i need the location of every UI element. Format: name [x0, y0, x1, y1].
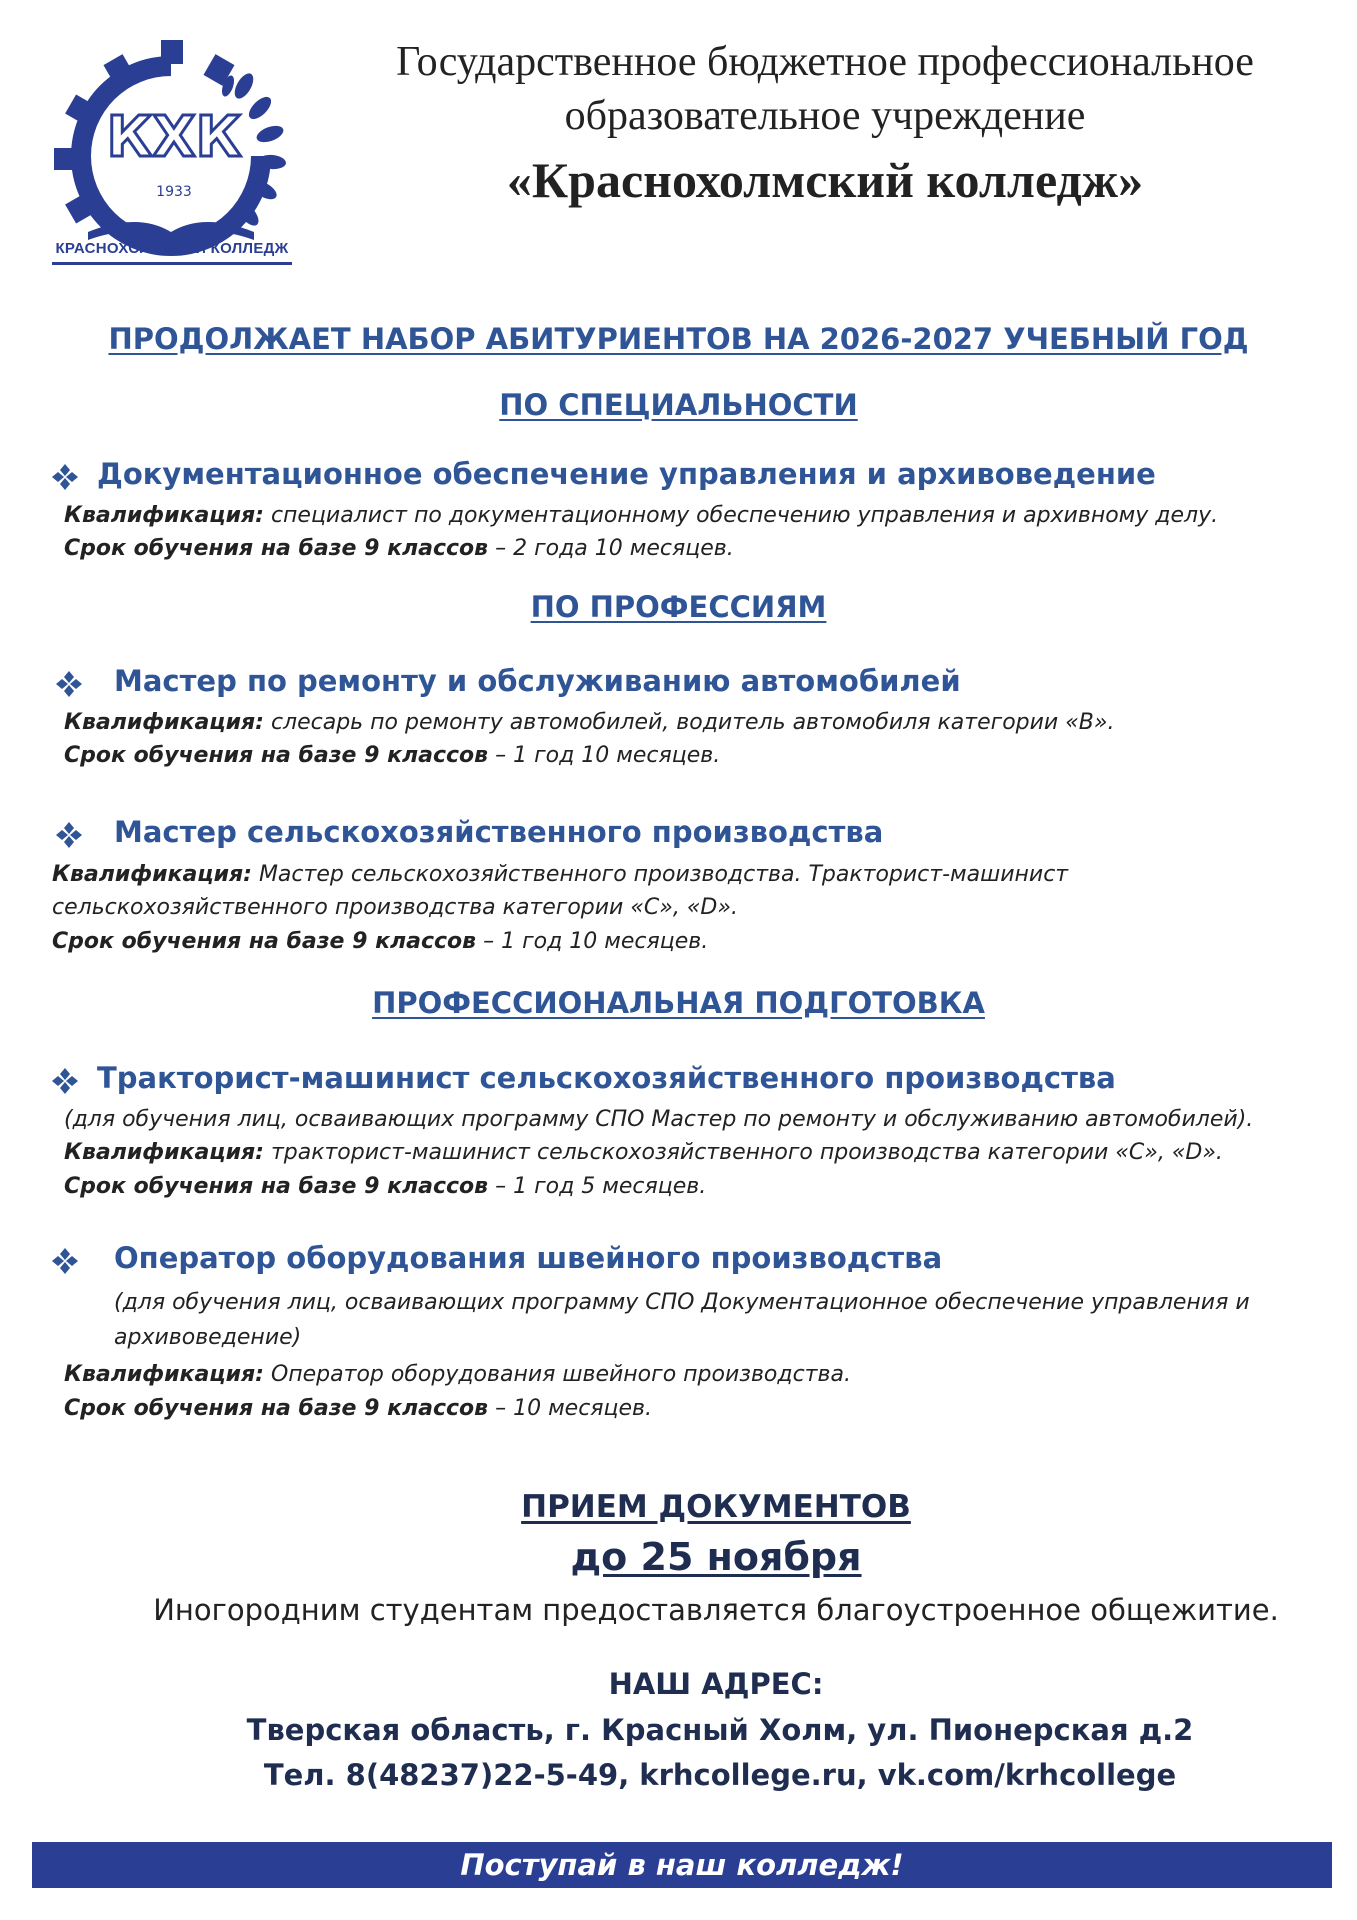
college-logo — [48, 36, 294, 268]
logo-year: 1933 — [156, 184, 192, 200]
admission-headline: ПРОДОЛЖАЕТ НАБОР АБИТУРИЕНТОВ НА 2026-2027 УЧЕБНЫЙ ГОД — [108, 322, 1249, 356]
admission-deadline: до 25 ноября — [570, 1535, 862, 1579]
admission-heading: ПРИЕМ ДОКУМЕНТОВ — [521, 1489, 911, 1525]
section-professions: ПО ПРОФЕССИЯМ — [530, 590, 827, 624]
contacts-line: Тел. 8(48237)22-5-49, krhcollege.ru, vk.com/krhcollege — [263, 1758, 1177, 1792]
diamond-bullet-icon — [50, 1066, 80, 1096]
footer-banner: Поступай в наш колледж! — [32, 1842, 1332, 1888]
header-line-1: Государственное бюджетное профессиональное — [396, 39, 1254, 85]
logo-letters: КХК — [106, 105, 242, 170]
header-line-2: образовательное учреждение — [564, 93, 1086, 139]
program-note: (для обучения лиц, осваивающих программу СПО Мастер по ремонту и обслуживанию автомобилей). — [64, 1107, 1254, 1132]
program-qualification-cont: сельскохозяйственного производства категории «С», «D». — [52, 895, 738, 920]
program-qualification: Квалификация: Оператор оборудования швейного производства. — [64, 1362, 851, 1387]
logo-caption: КРАСНОХОЛМСКИЙ КОЛЛЕДЖ — [55, 240, 289, 257]
program-note: (для обучения лиц, осваивающих программу СПО Документационное обеспечение управления и — [114, 1290, 1250, 1315]
program-qualification: Квалификация: Мастер сельскохозяйственного производства. Тракторист-машинист — [52, 862, 1069, 887]
address-line: Тверская область, г. Красный Холм, ул. Пионерская д.2 — [246, 1713, 1194, 1747]
program-duration: Срок обучения на базе 9 классов – 10 месяцев. — [64, 1396, 652, 1421]
diamond-bullet-icon — [54, 820, 84, 850]
program-duration: Срок обучения на базе 9 классов – 1 год 5 месяцев. — [64, 1174, 707, 1199]
program-qualification: Квалификация: специалист по документационному обеспечению управления и архивному делу. — [64, 503, 1219, 528]
program-title: Мастер по ремонту и обслуживанию автомобилей — [114, 664, 961, 698]
program-duration: Срок обучения на базе 9 классов – 2 года 10 месяцев. — [64, 536, 734, 561]
logo-underline — [52, 262, 292, 265]
section-specialty: ПО СПЕЦИАЛЬНОСТИ — [499, 388, 858, 422]
dormitory-note: Иногородним студентам предоставляется благоустроенное общежитие. — [153, 1593, 1279, 1627]
address-heading: НАШ АДРЕС: — [608, 1667, 824, 1701]
program-title: Оператор оборудования швейного производства — [114, 1241, 943, 1275]
program-duration: Срок обучения на базе 9 классов – 1 год 10 месяцев. — [64, 743, 721, 768]
diamond-bullet-icon — [54, 669, 84, 699]
program-qualification: Квалификация: слесарь по ремонту автомобилей, водитель автомобиля категории «В». — [64, 710, 1115, 735]
program-title: Мастер сельскохозяйственного производства — [114, 815, 884, 849]
program-title: Документационное обеспечение управления и архивоведение — [97, 457, 1156, 491]
diamond-bullet-icon — [50, 462, 80, 492]
program-duration: Срок обучения на базе 9 классов – 1 год 10 месяцев. — [52, 929, 709, 954]
college-name: «Краснохолмский колледж» — [506, 152, 1144, 208]
diamond-bullet-icon — [50, 1246, 80, 1276]
program-note-cont: архивоведение) — [114, 1325, 302, 1350]
program-title: Тракторист-машинист сельскохозяйственного производства — [97, 1061, 1116, 1095]
section-training: ПРОФЕССИОНАЛЬНАЯ ПОДГОТОВКА — [372, 986, 985, 1020]
program-qualification: Квалификация: тракторист-машинист сельскохозяйственного производства категории «С», «D». — [64, 1140, 1223, 1165]
